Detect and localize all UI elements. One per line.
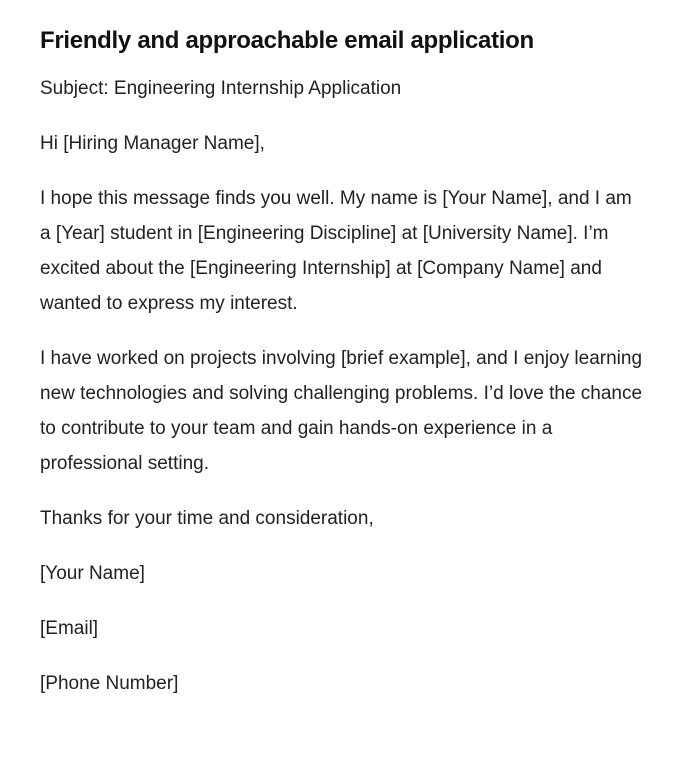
signature-email: [Email] <box>40 618 99 639</box>
signature-phone: [Phone Number] <box>40 673 179 694</box>
email-body-paragraph-experience: I have worked on projects involving [brief example], and I enjoy learning new technologies and solving challenging problems. I’d love the chance to contribute to your team and gain hands-on experience in a professional setting. <box>40 348 643 474</box>
email-body-paragraph-intro: I hope this message finds you well. My name is [Your Name], and I am a [Year] student in [Engineering Discipline] at [University Name]. I’m excited about the [Engineering Internship] at [Company Name] and wanted to express my interest. <box>40 188 632 314</box>
email-template-document <box>40 26 645 701</box>
email-greeting: Hi [Hiring Manager Name], <box>40 133 265 154</box>
email-closing: Thanks for your time and consideration, <box>40 508 374 529</box>
email-subject-line: Subject: Engineering Internship Application <box>40 78 402 99</box>
signature-name: [Your Name] <box>40 563 145 584</box>
document-title: Friendly and approachable email application <box>40 27 534 54</box>
